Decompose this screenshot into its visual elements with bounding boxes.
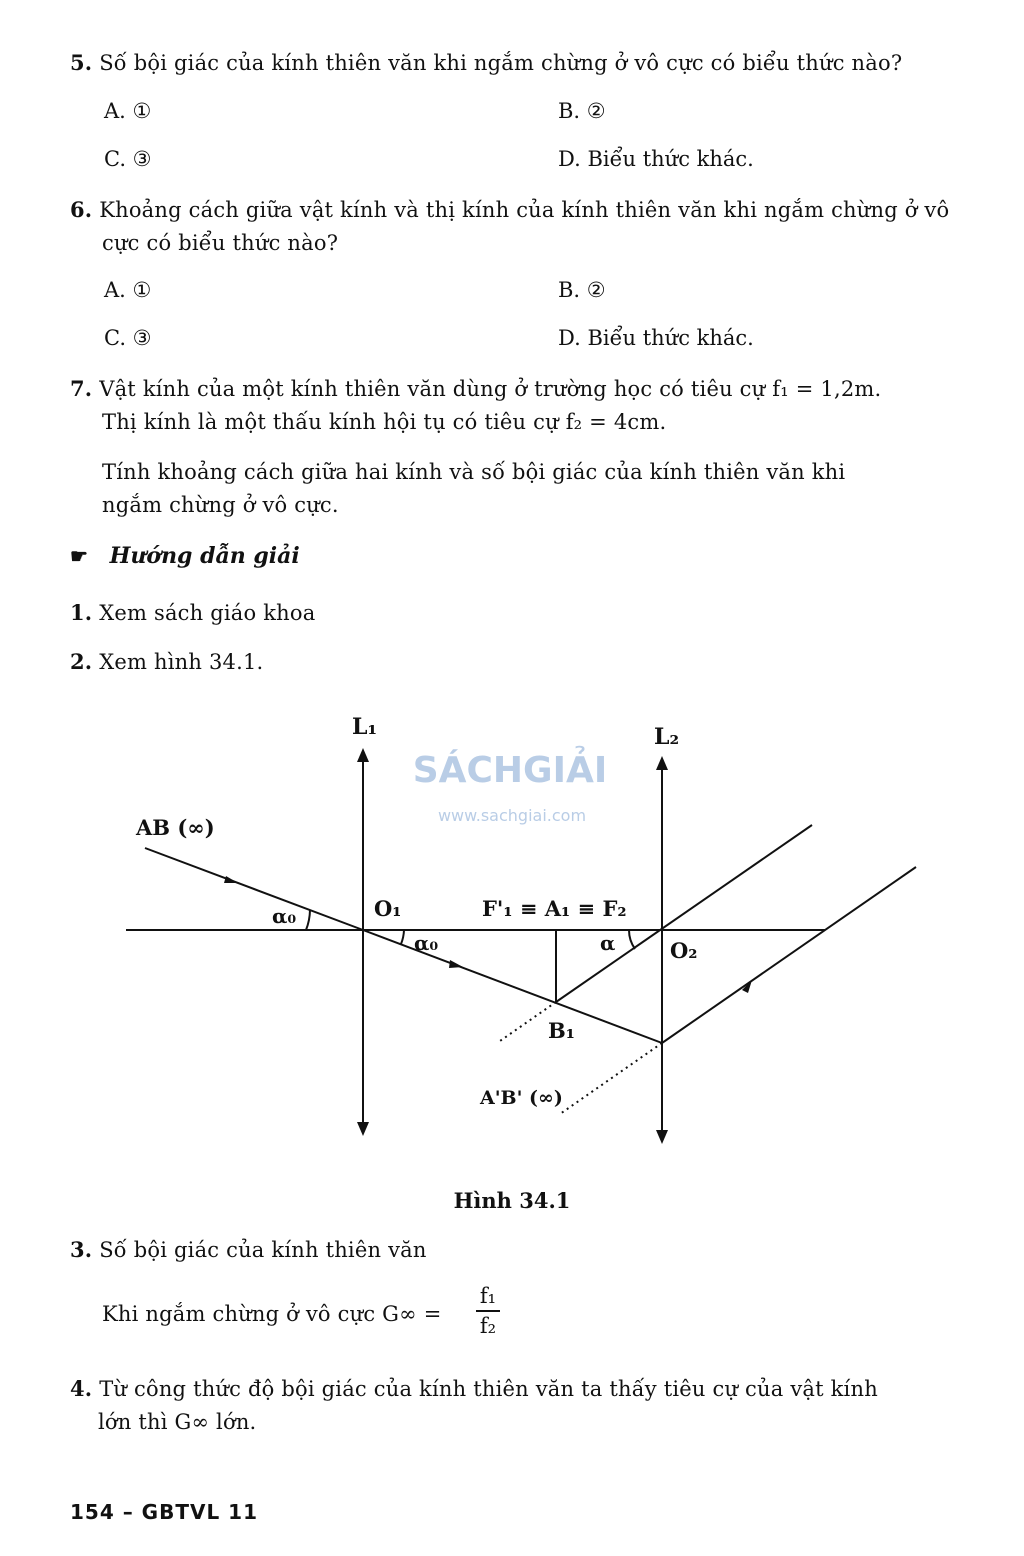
q6-option-a: A. ① — [104, 278, 152, 302]
virtual-extension-2 — [560, 1043, 662, 1114]
answer-2-text: Xem hình 34.1. — [99, 650, 264, 674]
answer-1-number: 1. — [70, 600, 93, 625]
figure-caption: Hình 34.1 — [453, 1188, 571, 1213]
lens-l1 — [357, 748, 369, 1136]
angle-arc-alpha0-right — [401, 930, 404, 944]
figure-34-1 — [0, 690, 1024, 1170]
question-7-number: 7. — [70, 376, 93, 401]
q5-option-a: A. ① — [104, 99, 152, 123]
answer-3 — [70, 1233, 427, 1267]
question-6-line2: cực có biểu thức nào? — [102, 231, 339, 255]
answer-3-number: 3. — [70, 1237, 93, 1262]
pointing-hand-icon: ☛ — [70, 544, 88, 568]
q5-option-c: C. ③ — [104, 147, 152, 171]
question-7-line3: Tính khoảng cách giữa hai kính và số bội giác của kính thiên văn khi — [102, 460, 846, 484]
answer-4 — [70, 1372, 878, 1406]
answer-2-number: 2. — [70, 649, 93, 674]
label-alpha: α — [600, 931, 616, 955]
label-l2: L₂ — [654, 724, 680, 750]
question-5-text: Số bội giác của kính thiên văn khi ngắm chừng ở vô cực có biểu thức nào? — [99, 51, 903, 75]
question-5-number: 5. — [70, 50, 93, 75]
ray-arrow-1 — [224, 876, 238, 883]
label-o2: O₂ — [670, 938, 698, 963]
question-7-line1: Vật kính của một kính thiên văn dùng ở trường học có tiêu cự f₁ = 1,2m. — [99, 377, 882, 401]
lens-l2 — [656, 756, 668, 1144]
watermark — [413, 745, 608, 825]
label-l1: L₁ — [352, 714, 378, 740]
label-focus: F'₁ ≡ A₁ ≡ F₂ — [482, 896, 627, 921]
watermark-url: www.sachgiai.com — [437, 806, 587, 825]
q6-option-b: B. ② — [558, 278, 606, 302]
label-alpha0-left: α₀ — [272, 904, 297, 928]
incoming-ray-center — [145, 848, 363, 930]
fraction-denominator: f₂ — [479, 1314, 497, 1338]
fraction-bar — [476, 1310, 500, 1312]
q5-option-d: D. Biểu thức khác. — [558, 147, 754, 171]
ray-arrow-2 — [449, 960, 463, 968]
guide-title: Hướng dẫn giải — [109, 543, 300, 569]
label-apbp: A'B' (∞) — [480, 1087, 563, 1109]
guide-heading — [70, 543, 300, 569]
question-5 — [70, 46, 902, 80]
answer-3-text: Số bội giác của kính thiên văn — [99, 1238, 427, 1262]
question-6-line1: Khoảng cách giữa vật kính và thị kính của kính thiên văn khi ngắm chừng ở vô — [99, 198, 950, 222]
question-7 — [70, 372, 881, 406]
page-footer: 154 – GBTVL 11 — [70, 1500, 258, 1524]
q6-option-d: D. Biểu thức khác. — [558, 326, 754, 350]
answer-2 — [70, 645, 263, 679]
angle-arc-alpha — [629, 930, 635, 949]
question-7-line2: Thị kính là một thấu kính hội tụ có tiêu cự f₂ = 4cm. — [102, 410, 667, 434]
question-7-line4: ngắm chừng ở vô cực. — [102, 493, 339, 517]
label-alpha0-right: α₀ — [414, 931, 439, 955]
answer-3-formula-prefix: Khi ngắm chừng ở vô cực G∞ = — [102, 1302, 442, 1326]
answer-4-line2: lớn thì G∞ lớn. — [98, 1410, 257, 1434]
label-o1: O₁ — [374, 896, 402, 921]
q6-option-c: C. ③ — [104, 326, 152, 350]
fraction-numerator: f₁ — [479, 1284, 497, 1308]
question-6 — [70, 193, 949, 227]
answer-4-number: 4. — [70, 1376, 93, 1401]
answer-1 — [70, 596, 315, 630]
ray-o1-b1-l2 — [363, 930, 662, 1043]
q5-option-b: B. ② — [558, 99, 606, 123]
answer-4-line1: Từ công thức độ bội giác của kính thiên văn ta thấy tiêu cự của vật kính — [99, 1377, 878, 1401]
question-6-number: 6. — [70, 197, 93, 222]
answer-1-text: Xem sách giáo khoa — [99, 601, 316, 625]
watermark-logo: SÁCHGIẢI — [412, 750, 608, 791]
label-ab: AB (∞) — [136, 815, 215, 840]
emergent-ray — [662, 867, 916, 1043]
angle-arc-alpha0-left — [306, 910, 310, 930]
label-b1: B₁ — [548, 1018, 575, 1043]
formula-fraction — [476, 1284, 500, 1338]
